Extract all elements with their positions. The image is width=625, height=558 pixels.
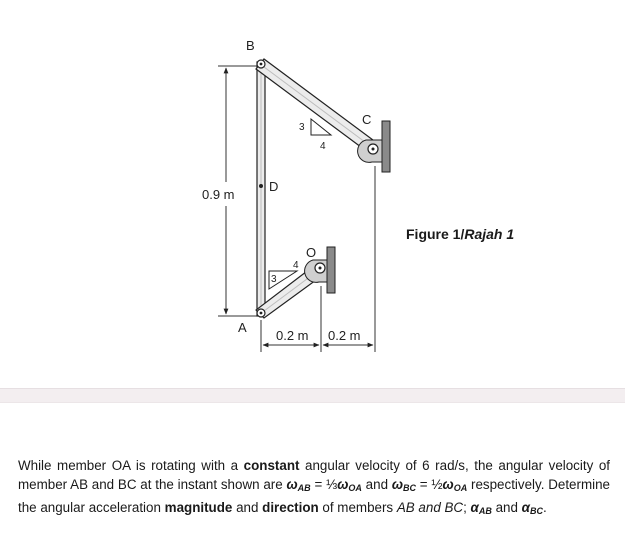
width-dimension-right bbox=[323, 328, 373, 345]
svg-text:4: 4 bbox=[293, 260, 299, 271]
svg-text:4: 4 bbox=[320, 141, 326, 152]
height-label: 0.9 m bbox=[202, 187, 235, 202]
section-divider bbox=[0, 388, 625, 403]
point-d bbox=[259, 184, 263, 188]
label-b: B bbox=[246, 38, 255, 53]
slope-triangle-bc bbox=[299, 119, 331, 152]
height-dimension bbox=[202, 66, 258, 316]
figure-caption: Figure 1/Rajah 1 bbox=[406, 226, 515, 242]
label-o: O bbox=[306, 245, 317, 260]
svg-text:0.2 m: 0.2 m bbox=[328, 328, 361, 343]
svg-text:3: 3 bbox=[271, 274, 277, 285]
member-bc bbox=[256, 59, 377, 153]
label-d: D bbox=[269, 179, 279, 194]
svg-text:3: 3 bbox=[299, 122, 305, 133]
width-dimension-left bbox=[263, 328, 319, 345]
svg-text:0.2 m: 0.2 m bbox=[276, 328, 309, 343]
label-a: A bbox=[238, 320, 247, 335]
problem-statement: While member OA is rotating with a constant angular velocity of 6 rad/s, the angular velocity of member AB and BC at the instant shown are $\omega_{AB}$ = $\frac{1}{3}\omega_{OA}$ and $\omega_{BC}$ = $\frac{1}{2}\omega_{OA}$ respectively. Determine the angular acceleration magnitude and direction of members AB and BC; $\alpha_{AB}$ and $\alpha_{BC}$. bbox=[18, 458, 610, 516]
label-c: C bbox=[362, 112, 372, 127]
support-c bbox=[358, 121, 390, 172]
member-ab bbox=[257, 62, 265, 316]
